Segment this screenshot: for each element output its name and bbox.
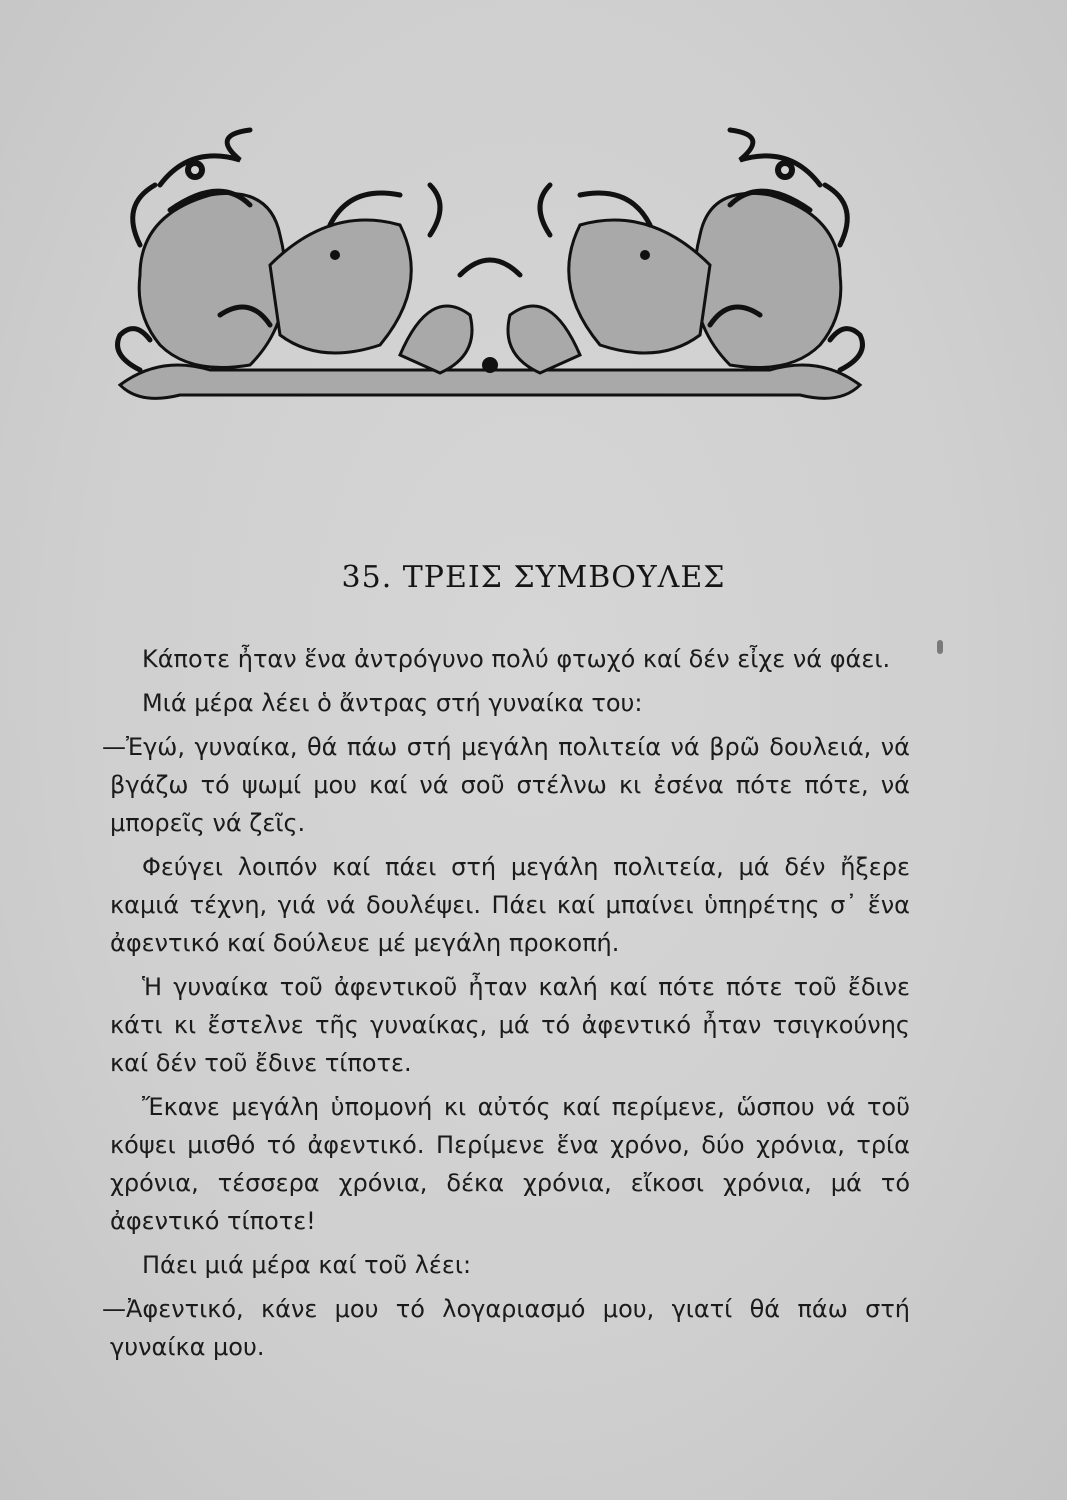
dialogue-paragraph: —Ἀφεντικό, κάνε μου τό λογαριασμό μου, γιατί θά πάω στή γυναίκα μου.	[102, 1295, 910, 1361]
paragraph: Μιά μέρα λέει ὁ ἄντρας στή γυναίκα του:	[142, 689, 643, 717]
story-text	[102, 640, 910, 1372]
paragraph: Κάποτε ἦταν ἕνα ἀντρόγυνο πολύ φτωχό καί δέν εἶχε νά φάει.	[142, 645, 891, 673]
paragraph: Πάει μιά μέρα καί τοῦ λέει:	[142, 1251, 472, 1279]
dialogue-paragraph: —Ἐγώ, γυναίκα, θά πάω στή μεγάλη πολιτεία νά βρῶ δουλειά, νά βγάζω τό ψωμί μου καί νά σοῦ στέλνω κι ἐσένα πότε πότε, νά μπορεῖς νά ζεῖς.	[102, 733, 910, 837]
chapter-title: 35. ΤΡΕΙΣ ΣΥΜΒΟΥΛΕΣ	[341, 560, 726, 595]
ink-speck	[937, 640, 943, 654]
decorative-floral-headpiece-icon	[100, 115, 880, 415]
paragraph: Ἔκανε μεγάλη ὑπομονή κι αὐτός καί περίμενε, ὥσπου νά τοῦ κόψει μισθό τό ἀφεντικό. Περίμενε ἕνα χρόνο, δύο χρόνια, τρία χρόνια, τέσσερα χρόνια, δέκα χρόνια, εἴκοσι χρόνια, μά τό ἀφεντικό τίποτε!	[110, 1093, 910, 1235]
paragraph: Φεύγει λοιπόν καί πάει στή μεγάλη πολιτεία, μά δέν ἤξερε καμιά τέχνη, γιά νά δουλέψει. Πάει καί μπαίνει ὑπηρέτης σ᾽ ἕνα ἀφεντικό καί δούλευε μέ μεγάλη προκοπή.	[110, 853, 910, 957]
paragraph: Ἡ γυναίκα τοῦ ἀφεντικοῦ ἦταν καλή καί πότε πότε τοῦ ἔδινε κάτι κι ἔστελνε τῆς γυναίκας, μά τό ἀφεντικό ἦταν τσιγκούνης καί δέν τοῦ ἔδινε τίποτε.	[110, 973, 910, 1077]
